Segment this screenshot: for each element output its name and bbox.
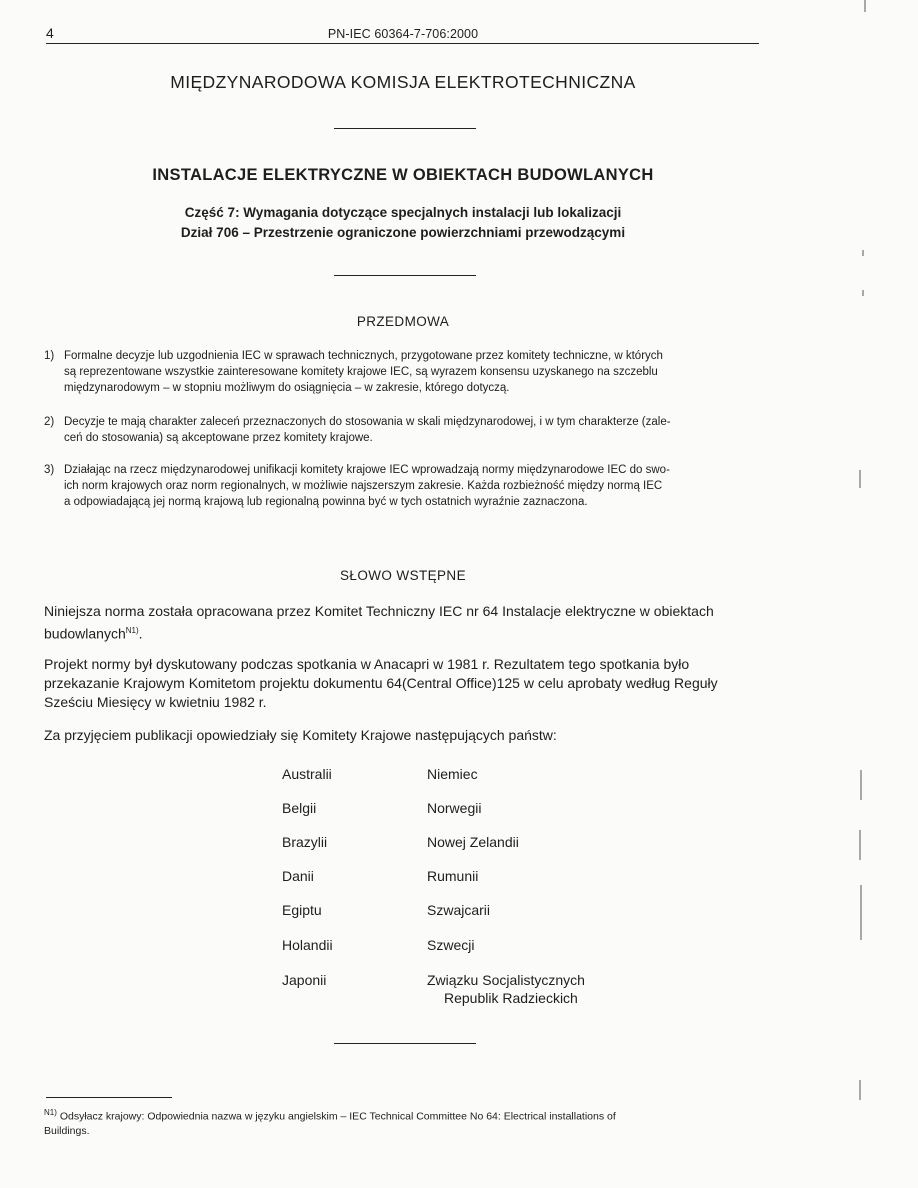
foreword-item-line: ich norm krajowych oraz norm regionalnych, w możliwie najszerszym zakresie. Każda rozbieżność między normą IEC xyxy=(64,480,663,492)
footnote-reference: N1) xyxy=(125,626,139,635)
country-item: Belgii xyxy=(282,800,317,816)
document-title: INSTALACJE ELEKTRYCZNE W OBIEKTACH BUDOWLANYCH xyxy=(152,166,654,184)
paragraph-line: Sześciu Miesięcy w kwietniu 1982 r. xyxy=(44,694,267,710)
paragraph-line: Niniejsza norma została opracowana przez Komitet Techniczny IEC nr 64 Instalacje elektryczne w obiektach xyxy=(44,603,714,619)
foreword-item-number: 2) xyxy=(44,416,55,428)
foreword-item-number: 3) xyxy=(44,464,55,476)
country-item: Związku Socjalistycznych xyxy=(427,972,585,988)
standard-number: PN-IEC 60364-7-706:2000 xyxy=(327,27,479,41)
country-item: Japonii xyxy=(282,972,327,988)
country-item: Danii xyxy=(282,868,314,884)
separator-rule xyxy=(334,275,476,276)
foreword-item-line: ceń do stosowania) są akceptowane przez komitety krajowe. xyxy=(64,432,373,444)
country-item: Holandii xyxy=(282,937,333,953)
foreword-item-number: 1) xyxy=(44,350,55,362)
foreword-item-line: Decyzje te mają charakter zaleceń przeznaczonych do stosowania w skali międzynarodowej, i w tym charakterze (zale- xyxy=(64,416,671,428)
paragraph-line: przekazanie Krajowym Komitetom projektu dokumentu 64(Central Office)125 w celu aprobaty według Reguły xyxy=(44,675,718,691)
foreword-item xyxy=(44,462,760,510)
footnote-line: Odsyłacz krajowy: Odpowiednia nazwa w języku angielskim – IEC Technical Committee No 64: Electrical installations of xyxy=(59,1110,616,1123)
footnote-line: Buildings. xyxy=(44,1124,90,1137)
country-item: Norwegii xyxy=(427,800,482,816)
country-item: Egiptu xyxy=(282,902,322,918)
country-item: Brazylii xyxy=(282,834,328,850)
page-number: 4 xyxy=(46,25,54,41)
separator-rule xyxy=(334,1043,476,1044)
country-item: Nowej Zelandii xyxy=(427,834,519,850)
footnote-mark: N1) xyxy=(44,1108,57,1117)
foreword-item xyxy=(44,414,760,446)
foreword-item-line: są reprezentowane wszystkie zainteresowane komitety krajowe IEC, są wyrazem konsensu uzyskanego na szczeblu xyxy=(64,366,658,378)
header-rule xyxy=(46,43,759,44)
country-item-continuation: Republik Radzieckich xyxy=(444,990,578,1006)
preface-paragraph-1: Niniejsza norma została opracowana przez Komitet Techniczny IEC nr 64 Instalacje elektryczne w obiektach budowlanych$^{N1)}$. xyxy=(44,603,714,642)
subtitle-part: Część 7: Wymagania dotyczące specjalnych instalacji lub lokalizacji xyxy=(184,205,622,220)
foreword-item-line: Formalne decyzje lub uzgodnienia IEC w sprawach technicznych, przygotowane przez komitety techniczne, w których xyxy=(64,350,663,362)
country-item: Rumunii xyxy=(427,868,479,884)
foreword-heading: PRZEDMOWA xyxy=(356,314,450,329)
preface-paragraph-3: Za przyjęciem publikacji opowiedziały się Komitety Krajowe następujących państw: xyxy=(44,727,557,743)
footnote-rule xyxy=(46,1097,172,1098)
foreword-item xyxy=(44,348,760,396)
foreword-item-line: międzynarodowym – w stopniu możliwym do osiągnięcia – w zakresie, którego dotyczą. xyxy=(64,382,510,394)
country-item: Szwecji xyxy=(427,937,475,953)
foreword-item-line: Działając na rzecz międzynarodowej unifikacji komitety krajowe IEC wprowadzają normy międzynarodowe IEC do swo- xyxy=(64,464,670,476)
country-item: Australii xyxy=(282,766,332,782)
organization-name: MIĘDZYNARODOWA KOMISJA ELEKTROTECHNICZNA xyxy=(170,72,636,92)
subtitle-section: Dział 706 – Przestrzenie ograniczone powierzchniami przewodzącymi xyxy=(180,225,626,240)
paragraph-line: budowlanych xyxy=(44,625,126,642)
paragraph-line: Projekt normy był dyskutowany podczas spotkania w Anacapri w 1981 r. Rezultatem tego spotkania było xyxy=(44,656,690,672)
scan-edge-marks xyxy=(840,0,918,1188)
preface-heading: SŁOWO WSTĘPNE xyxy=(340,568,466,583)
country-item: Niemiec xyxy=(427,766,478,782)
preface-paragraph-2 xyxy=(44,655,760,712)
country-item: Szwajcarii xyxy=(427,902,491,918)
separator-rule xyxy=(334,128,476,129)
foreword-item-line: a odpowiadającą jej normą krajową lub regionalną powinna być w tych ostatnich wyraźnie zaznaczona. xyxy=(64,496,588,508)
footnote xyxy=(44,1106,760,1138)
